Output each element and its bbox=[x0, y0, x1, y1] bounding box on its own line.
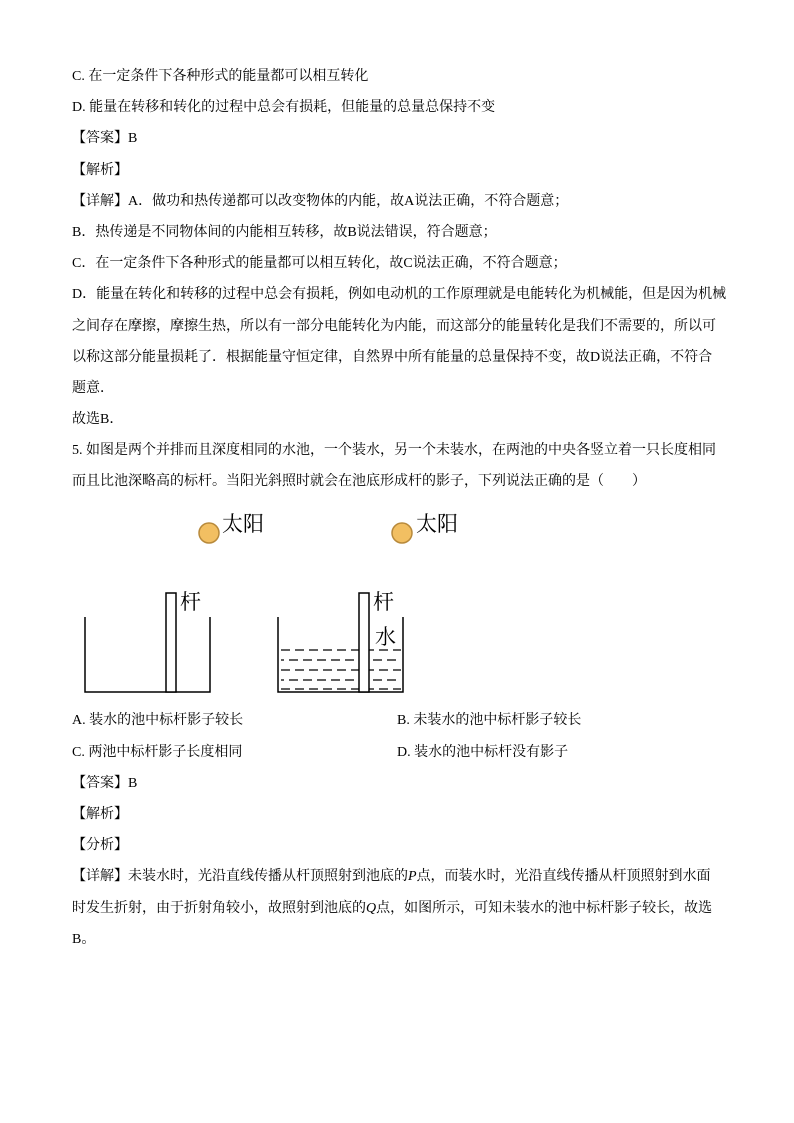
point-p-label: P bbox=[408, 869, 417, 885]
water-label: 水 bbox=[375, 625, 396, 649]
point-q-label: Q bbox=[366, 900, 377, 916]
pole-right bbox=[359, 593, 369, 692]
q5-options-row-2 bbox=[72, 737, 732, 768]
prev-option-c: C. 在一定条件下各种形式的能量都可以相互转化 bbox=[72, 69, 369, 84]
prev-answer-label: 【答案】B bbox=[72, 131, 138, 147]
q5-analysis-label: 【解析】 bbox=[72, 806, 128, 822]
q5-answer-label: 【答案】B bbox=[72, 775, 138, 791]
prev-detail-line: 之间存在摩擦，摩擦生热，所以有一部分电能转化为内能，而这部分的能量转化是我们不需要的，所以可 bbox=[72, 318, 716, 334]
water-lines bbox=[281, 650, 401, 689]
text-block-lower bbox=[72, 705, 732, 955]
q5-detail-text: 点，如图所示，可知未装水的池中标杆影子较长，故选 bbox=[376, 900, 713, 916]
prev-detail-line: B．热传递是不同物体间的内能相互转移，故B说法错误，符合题意； bbox=[72, 224, 497, 240]
text-block-upper bbox=[72, 61, 732, 498]
sun-label-left: 太阳 bbox=[222, 512, 264, 536]
pole-label-right: 杆 bbox=[373, 590, 394, 614]
sun-label-right: 太阳 bbox=[416, 512, 458, 536]
prev-detail-line: C．在一定条件下各种形式的能量都可以相互转化，故C说法正确，不符合题意； bbox=[72, 256, 567, 272]
q5-stem-line: 而且比池深略高的标杆。当阳光斜照时就会在池底形成杆的影子，下列说法正确的是（ ） bbox=[72, 474, 646, 490]
q5-detail-text: 时发生折射，由于折射角较小，故照射到池底的 bbox=[72, 900, 366, 916]
pool-left-empty bbox=[85, 617, 210, 692]
q5-option-d: D. 装水的池中标杆没有影子 bbox=[397, 744, 569, 760]
prev-conclusion: 故选B． bbox=[72, 412, 124, 428]
prev-detail-line: 以称这部分能量损耗了．根据能量守恒定律，自然界中所有能量的总量保持不变，故D说法正确，不符合 bbox=[72, 349, 713, 365]
prev-detail-line: 【详解】A．做功和热传递都可以改变物体的内能，故A说法正确，不符合题意； bbox=[72, 193, 569, 209]
q5-detail-line-3: B。 bbox=[72, 931, 96, 947]
q5-analysis-sub-label: 【分析】 bbox=[72, 838, 128, 854]
pools-figure bbox=[72, 500, 458, 700]
prev-option-d: D. 能量在转移和转化的过程中总会有损耗，但能量的总量总保持不变 bbox=[72, 100, 496, 116]
q5-detail-text: 【详解】未装水时，光沿直线传播从杆顶照射到池底的 bbox=[72, 869, 408, 885]
q5-detail-line-1 bbox=[72, 861, 732, 892]
q5-detail-text: 点，而装水时，光沿直线传播从杆顶照射到水面 bbox=[416, 869, 711, 885]
q5-detail-line-2 bbox=[72, 893, 732, 924]
q5-options-row-1 bbox=[72, 705, 732, 736]
prev-detail-line: D．能量在转化和转移的过程中总会有损耗，例如电动机的工作原理就是电能转化为机械能，但是因为机械 bbox=[72, 287, 727, 303]
q5-stem-line: 5. 如图是两个并排而且深度相同的水池，一个装水，另一个未装水，在两池的中央各竖立着一只长度相同 bbox=[72, 443, 716, 459]
pole-label-left: 杆 bbox=[180, 590, 201, 614]
pole-left bbox=[166, 593, 176, 692]
prev-analysis-label: 【解析】 bbox=[72, 162, 128, 178]
prev-detail-line: 题意． bbox=[72, 380, 114, 396]
q5-option-c: C. 两池中标杆影子长度相同 bbox=[72, 744, 243, 760]
q5-option-b: B. 未装水的池中标杆影子较长 bbox=[397, 713, 582, 729]
q5-option-a: A. 装水的池中标杆影子较长 bbox=[72, 713, 244, 729]
